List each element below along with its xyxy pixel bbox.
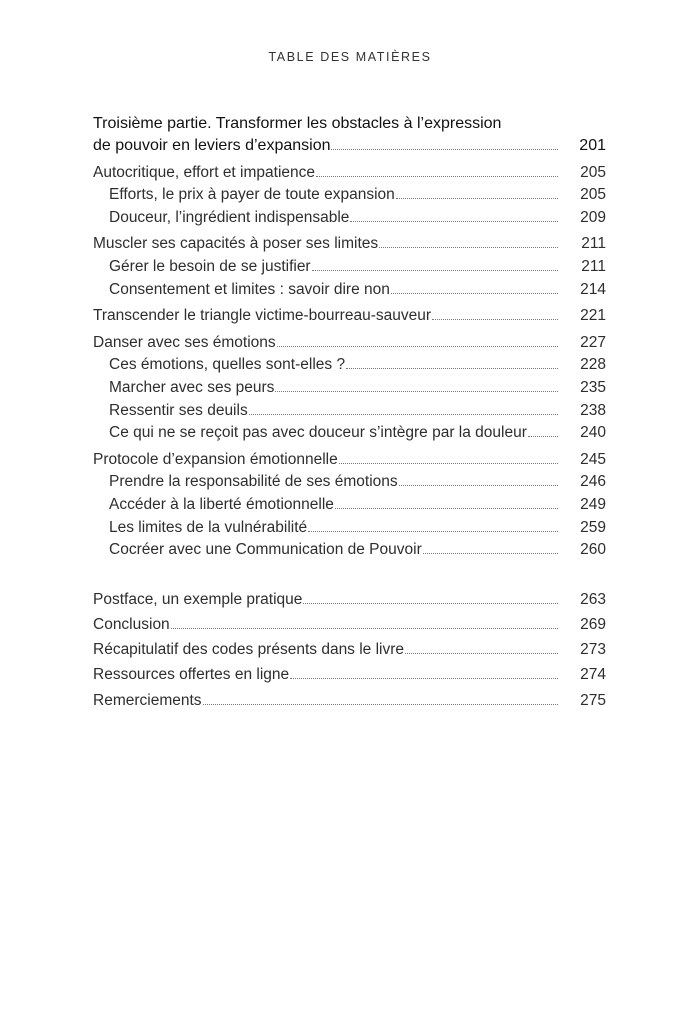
toc-page-number: 211 [581,257,606,275]
toc-page-number: 274 [580,666,606,684]
toc-page-number: 259 [580,518,606,536]
dot-leader [316,176,558,177]
dot-leader [290,678,558,679]
toc-page-number: 273 [580,641,606,659]
toc-entry[interactable] [93,449,606,472]
toc-page-number: 269 [580,615,606,633]
toc-entry[interactable] [93,587,606,612]
dot-leader [391,293,558,294]
dot-leader [275,391,558,392]
toc-page-number: 238 [580,401,606,419]
toc-entry[interactable] [93,422,606,445]
toc-entry-label: Gérer le besoin de se justifier [109,257,311,275]
dot-leader [528,436,558,437]
toc-entry[interactable] [93,662,606,687]
toc-entry-label: Danser avec ses émotions [93,333,276,351]
toc-entry[interactable] [93,637,606,662]
toc-entry[interactable] [93,471,606,494]
toc-page-number: 235 [580,378,606,396]
toc-entry[interactable] [93,207,606,230]
dot-leader [405,653,558,654]
dot-leader [277,346,558,347]
dot-leader [249,414,558,415]
toc-entry-label: Efforts, le prix à payer de toute expansion [109,186,395,204]
toc-page-number: 205 [580,186,606,204]
toc-page-number: 228 [580,356,606,374]
toc-entry-label: Douceur, l’ingrédient indispensable [109,208,350,226]
toc-page-number: 263 [580,590,606,608]
toc-entry[interactable] [93,539,606,562]
toc-entry-part[interactable] [93,135,606,158]
toc-page-number: 201 [579,137,606,154]
toc-entry-label: Marcher avec ses peurs [109,378,275,396]
dot-leader [203,704,558,705]
toc-entry-label: Ressentir ses deuils [109,401,248,419]
dot-leader [308,531,558,532]
dot-leader [396,198,558,199]
dot-leader [331,149,558,150]
dot-leader [399,485,558,486]
dot-leader [303,603,558,604]
dot-leader [379,247,558,248]
toc-entry[interactable] [93,612,606,637]
dot-leader [423,553,558,554]
part-title-line1: Troisième partie. Transformer les obstacles à l’expression [93,115,502,132]
dot-leader [339,463,558,464]
dot-leader [350,221,558,222]
toc-page-number: 214 [580,280,606,298]
toc-entry-label: Transcender le triangle victime-bourreau-sauveur [93,307,431,325]
toc-entry-label: Protocole d’expansion émotionnelle [93,450,338,468]
dot-leader [171,628,558,629]
page-title: TABLE DES MATIÈRES [268,50,432,64]
toc-page-number: 209 [580,208,606,226]
toc-entry-label: Les limites de la vulnérabilité [109,518,308,536]
toc-entry-label: Autocritique, effort et impatience [93,163,316,181]
toc-page-number: 246 [580,473,606,491]
toc-page-number: 260 [580,541,606,559]
toc-entry[interactable] [93,184,606,207]
toc-entry[interactable] [93,400,606,423]
toc-page-number: 249 [580,495,606,513]
toc-page-number: 275 [580,691,606,709]
toc-entry[interactable] [93,233,606,256]
toc-page-number: 227 [580,333,606,351]
toc-entry[interactable] [93,354,606,377]
toc-page-number: 205 [580,163,606,181]
toc-entry-label: Ces émotions, quelles sont-elles ? [109,356,346,374]
toc-entry-label: Ressources offertes en ligne [93,666,290,684]
toc-entry[interactable] [93,279,606,302]
toc-entry[interactable] [93,517,606,540]
toc-entry[interactable] [93,256,606,279]
toc-entry[interactable] [93,688,606,713]
toc-entry-label: Cocréer avec une Communication de Pouvoir [109,541,422,559]
toc-entry[interactable] [93,162,606,185]
toc-entry[interactable] [93,332,606,355]
toc-entry-label: Conclusion [93,615,170,633]
toc-entry-label: Prendre la responsabilité de ses émotions [109,473,398,491]
table-of-contents [93,113,606,713]
dot-leader [335,508,558,509]
toc-entry-label: Postface, un exemple pratique [93,590,303,608]
toc-entry-label: Récapitulatif des codes présents dans le livre [93,641,405,659]
dot-leader [312,270,558,271]
toc-page-number: 240 [580,424,606,442]
toc-page-number: 245 [580,450,606,468]
toc-entry-label: Consentement et limites : savoir dire non [109,280,390,298]
dot-leader [432,319,558,320]
toc-entry-label: Remerciements [93,691,202,709]
toc-page-number: 221 [580,307,606,325]
toc-entry-label: Ce qui ne se reçoit pas avec douceur s’intègre par la douleur [109,424,527,442]
dot-leader [346,368,558,369]
toc-entry[interactable] [93,305,606,328]
toc-entry-label: Accéder à la liberté émotionnelle [109,495,334,513]
toc-entry-label: de pouvoir en leviers d’expansion [93,137,331,154]
toc-entry-label: Muscler ses capacités à poser ses limites [93,235,379,253]
toc-page-number: 211 [581,235,606,253]
toc-entry[interactable] [93,494,606,517]
toc-entry[interactable] [93,377,606,400]
